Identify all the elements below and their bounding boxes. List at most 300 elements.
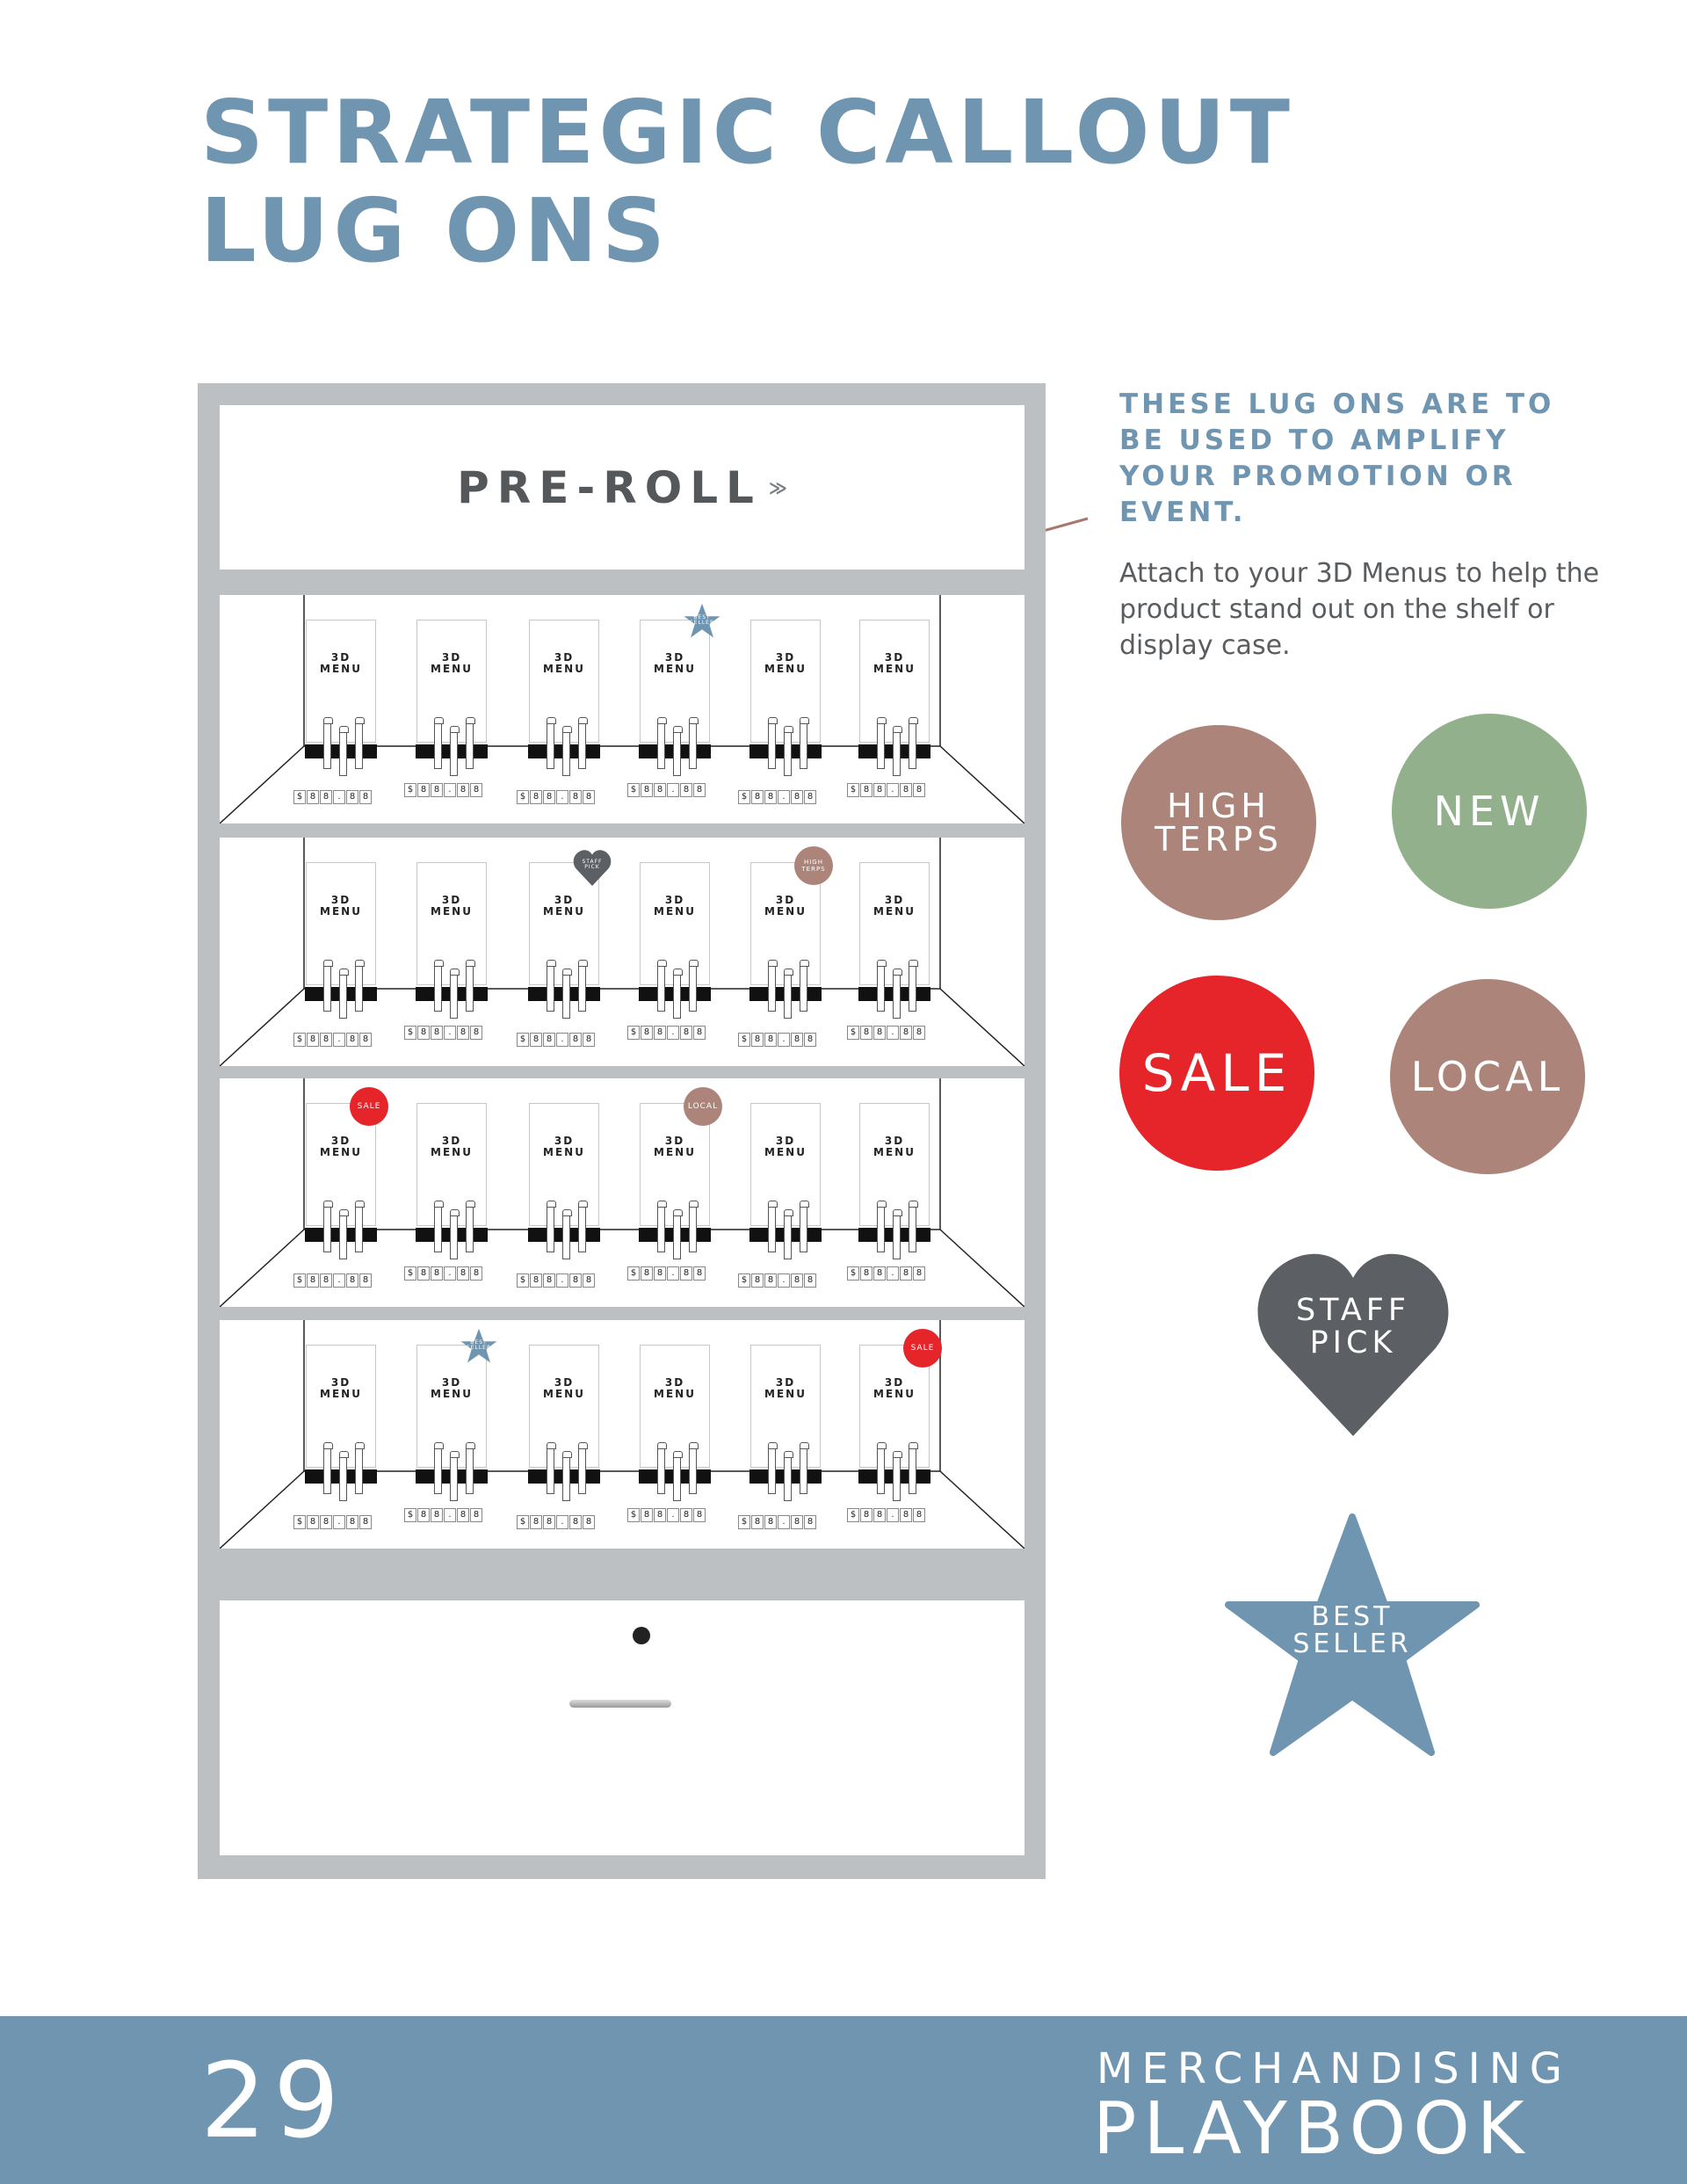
price-digit: $ — [738, 790, 750, 804]
pre-roll-tube — [339, 1455, 347, 1501]
price-digit: . — [556, 1273, 568, 1288]
price-digit: 8 — [543, 790, 555, 804]
pre-roll-tubes — [757, 1201, 814, 1263]
price-digit: 8 — [764, 790, 777, 804]
price-digit: 8 — [791, 1033, 803, 1047]
lug-on-best-seller-label: BEST SELLER — [1292, 1601, 1412, 1659]
price-digit: $ — [293, 790, 306, 804]
price-digit: 8 — [860, 1026, 872, 1040]
price-tag — [627, 1266, 706, 1282]
pre-roll-tubes — [757, 961, 814, 1022]
pre-roll-tubes — [424, 1443, 480, 1505]
price-digit: 8 — [583, 790, 595, 804]
price-digit: $ — [847, 1266, 859, 1281]
lug-on-local-label: LOCAL — [1410, 1053, 1565, 1100]
pre-roll-tube — [578, 1205, 586, 1252]
mini-lug-label: SALE — [357, 1102, 381, 1111]
lug-on-staff-pick-label: STAFF PICK — [1295, 1293, 1411, 1360]
pre-roll-tube — [877, 722, 885, 769]
pre-roll-tube — [323, 722, 331, 769]
price-digit: 8 — [457, 1508, 469, 1522]
price-digit: 8 — [900, 1026, 912, 1040]
price-digit: 8 — [641, 1508, 653, 1522]
price-tag — [293, 790, 373, 806]
pre-roll-tube — [466, 1447, 474, 1494]
price-digit: 8 — [530, 1273, 542, 1288]
pre-roll-tubes — [536, 1201, 592, 1263]
price-digit: 8 — [860, 1508, 872, 1522]
price-digit: . — [887, 1508, 899, 1522]
price-digit: 8 — [680, 1026, 692, 1040]
price-digit: 8 — [320, 1515, 332, 1529]
price-digit: . — [333, 790, 345, 804]
category-title: PRE-ROLL — [457, 461, 762, 513]
price-digit: $ — [517, 790, 529, 804]
pre-roll-tube — [355, 722, 363, 769]
price-tag — [847, 1266, 926, 1282]
mini-sale-lug — [350, 1087, 388, 1126]
drawer-lock-icon — [633, 1627, 650, 1644]
price-digit: $ — [293, 1273, 306, 1288]
menu-card-label: 3D MENU — [654, 894, 696, 918]
pre-roll-tubes — [757, 1443, 814, 1505]
price-digit: 8 — [873, 1026, 886, 1040]
price-digit: 8 — [417, 1508, 430, 1522]
price-digit: 8 — [307, 1033, 319, 1047]
price-digit: 8 — [457, 1266, 469, 1281]
price-digit: . — [778, 1515, 790, 1529]
pre-roll-tube — [893, 1455, 901, 1501]
pre-roll-tube — [893, 973, 901, 1019]
mini-terps-lug — [794, 846, 833, 885]
drawer-handle — [569, 1700, 671, 1708]
price-digit: 8 — [569, 1515, 582, 1529]
pre-roll-tubes — [536, 1443, 592, 1505]
menu-card-label: 3D MENU — [764, 894, 807, 918]
price-digit: 8 — [431, 1026, 443, 1040]
price-digit: . — [778, 790, 790, 804]
lug-on-best-seller — [1225, 1600, 1480, 1661]
price-tag — [404, 1026, 483, 1041]
pre-roll-tube — [355, 964, 363, 1012]
price-digit: . — [887, 783, 899, 797]
pre-roll-tube — [450, 1455, 458, 1501]
price-digit: . — [667, 1508, 679, 1522]
pre-roll-tube — [355, 1447, 363, 1494]
pre-roll-tube — [657, 722, 665, 769]
page-title-line2: LUG ONS — [200, 179, 670, 282]
price-digit: $ — [404, 783, 416, 797]
price-digit: 8 — [764, 1273, 777, 1288]
price-digit: 8 — [457, 1026, 469, 1040]
lug-on-high-terps-label: HIGH TERPS — [1155, 787, 1283, 859]
price-digit: 8 — [693, 783, 706, 797]
menu-card-label: 3D MENU — [873, 1376, 916, 1400]
price-digit: 8 — [569, 1273, 582, 1288]
price-digit: 8 — [583, 1273, 595, 1288]
price-digit: $ — [404, 1508, 416, 1522]
price-digit: 8 — [417, 1026, 430, 1040]
pre-roll-tube — [578, 964, 586, 1012]
price-digit: 8 — [530, 790, 542, 804]
price-digit: . — [444, 783, 456, 797]
price-digit: 8 — [764, 1033, 777, 1047]
pre-roll-tube — [450, 1214, 458, 1259]
price-digit: 8 — [860, 1266, 872, 1281]
price-digit: 8 — [751, 1033, 764, 1047]
price-digit: 8 — [470, 1266, 482, 1281]
price-digit: 8 — [431, 1266, 443, 1281]
price-digit: 8 — [346, 1273, 358, 1288]
price-digit: . — [667, 1026, 679, 1040]
menu-card-label: 3D MENU — [764, 1376, 807, 1400]
price-tag — [627, 1026, 706, 1041]
price-digit: 8 — [764, 1515, 777, 1529]
price-digit: $ — [738, 1273, 750, 1288]
price-digit: 8 — [431, 1508, 443, 1522]
price-digit: 8 — [431, 783, 443, 797]
mini-lug-label: BEST SELLER — [689, 614, 715, 626]
pre-roll-tube — [578, 1447, 586, 1494]
price-digit: $ — [627, 1266, 640, 1281]
menu-card-label: 3D MENU — [320, 651, 362, 675]
pre-roll-tube — [450, 973, 458, 1019]
price-tag — [404, 783, 483, 799]
price-digit: . — [778, 1273, 790, 1288]
pre-roll-tube — [547, 1205, 554, 1252]
price-digit: 8 — [641, 1026, 653, 1040]
price-digit: 8 — [359, 1273, 372, 1288]
pre-roll-tube — [689, 1447, 697, 1494]
price-digit: $ — [517, 1273, 529, 1288]
price-digit: 8 — [417, 1266, 430, 1281]
price-digit: 8 — [470, 1508, 482, 1522]
price-digit: 8 — [900, 783, 912, 797]
pre-roll-tube — [800, 964, 807, 1012]
pre-roll-tubes — [313, 1201, 369, 1263]
pre-roll-tube — [909, 1447, 916, 1494]
price-digit: 8 — [359, 790, 372, 804]
pre-roll-tubes — [313, 1443, 369, 1505]
pre-roll-tubes — [866, 718, 923, 780]
price-tag — [847, 1508, 926, 1524]
pre-roll-tube — [323, 1447, 331, 1494]
price-digit: 8 — [320, 790, 332, 804]
price-tag — [847, 1026, 926, 1041]
price-digit: 8 — [913, 1266, 925, 1281]
pre-roll-tubes — [424, 1201, 480, 1263]
price-digit: 8 — [543, 1033, 555, 1047]
menu-card-label: 3D MENU — [543, 651, 585, 675]
price-digit: 8 — [913, 1026, 925, 1040]
price-tag — [738, 790, 817, 806]
menu-card-label: 3D MENU — [764, 1135, 807, 1158]
price-digit: 8 — [307, 1273, 319, 1288]
price-digit: 8 — [359, 1033, 372, 1047]
price-digit: . — [444, 1508, 456, 1522]
price-digit: 8 — [530, 1515, 542, 1529]
pre-roll-tubes — [313, 718, 369, 780]
price-tag — [517, 1515, 596, 1531]
mini-lug-label: SALE — [910, 1344, 935, 1353]
price-digit: . — [444, 1266, 456, 1281]
menu-card-label: 3D MENU — [543, 1376, 585, 1400]
price-tag — [293, 1515, 373, 1531]
pre-roll-tubes — [313, 961, 369, 1022]
shelf — [220, 1078, 1025, 1307]
price-digit: 8 — [359, 1515, 372, 1529]
price-digit: 8 — [654, 1026, 666, 1040]
price-digit: $ — [517, 1515, 529, 1529]
price-digit: 8 — [543, 1273, 555, 1288]
price-digit: $ — [293, 1033, 306, 1047]
callout-body: Attach to your 3D Menus to help the product stand out on the shelf or display case. — [1119, 558, 1600, 661]
price-tag — [738, 1273, 817, 1289]
price-digit: 8 — [751, 1515, 764, 1529]
pre-roll-tube — [689, 1205, 697, 1252]
pre-roll-tube — [800, 1447, 807, 1494]
mini-best-seller-star-icon — [460, 1327, 497, 1364]
pre-roll-tube — [800, 1205, 807, 1252]
pre-roll-tube — [339, 730, 347, 776]
pre-roll-tubes — [647, 718, 703, 780]
pre-roll-tube — [673, 1455, 681, 1501]
price-digit: 8 — [804, 1033, 816, 1047]
price-tag — [627, 1508, 706, 1524]
price-digit: 8 — [307, 790, 319, 804]
menu-card-label: 3D MENU — [431, 1376, 473, 1400]
menu-card-label: 3D MENU — [543, 894, 585, 918]
price-digit: $ — [627, 1508, 640, 1522]
price-digit: 8 — [470, 1026, 482, 1040]
price-digit: 8 — [346, 1515, 358, 1529]
pre-roll-tube — [562, 1455, 570, 1501]
pre-roll-tube — [466, 722, 474, 769]
price-digit: . — [333, 1273, 345, 1288]
price-digit: 8 — [307, 1515, 319, 1529]
shelf — [220, 595, 1025, 824]
pre-roll-tube — [657, 964, 665, 1012]
price-digit: 8 — [873, 1508, 886, 1522]
price-digit: 8 — [751, 790, 764, 804]
pre-roll-tubes — [647, 1201, 703, 1263]
price-digit: . — [667, 1266, 679, 1281]
price-tag — [847, 783, 926, 799]
pre-roll-tube — [547, 964, 554, 1012]
price-digit: $ — [847, 1026, 859, 1040]
menu-card-label: 3D MENU — [431, 1135, 473, 1158]
price-digit: 8 — [320, 1273, 332, 1288]
pre-roll-tube — [434, 1447, 442, 1494]
price-digit: 8 — [583, 1515, 595, 1529]
pre-roll-tube — [562, 973, 570, 1019]
pre-roll-tube — [466, 1205, 474, 1252]
mini-lug-label: BEST SELLER — [466, 1339, 492, 1351]
price-digit: 8 — [530, 1033, 542, 1047]
pre-roll-tubes — [424, 961, 480, 1022]
price-digit: 8 — [680, 1266, 692, 1281]
pre-roll-tubes — [536, 961, 592, 1022]
price-tag — [517, 790, 596, 806]
mini-local-lug — [684, 1087, 722, 1126]
shelf — [220, 838, 1025, 1066]
price-digit: . — [778, 1033, 790, 1047]
price-digit: $ — [517, 1033, 529, 1047]
price-digit: $ — [404, 1026, 416, 1040]
pre-roll-tube — [768, 1205, 776, 1252]
pre-roll-tube — [784, 973, 792, 1019]
pre-roll-tubes — [866, 1443, 923, 1505]
menu-card-label: 3D MENU — [543, 1135, 585, 1158]
price-digit: 8 — [693, 1266, 706, 1281]
price-digit: $ — [404, 1266, 416, 1281]
price-digit: $ — [738, 1515, 750, 1529]
pre-roll-tube — [768, 722, 776, 769]
price-digit: 8 — [860, 783, 872, 797]
cabinet-header — [220, 405, 1025, 570]
lug-on-sale-label: SALE — [1141, 1043, 1292, 1103]
price-digit: . — [556, 790, 568, 804]
price-digit: 8 — [913, 1508, 925, 1522]
price-digit: 8 — [543, 1515, 555, 1529]
price-digit: 8 — [693, 1508, 706, 1522]
pre-roll-tube — [877, 1447, 885, 1494]
pre-roll-tube — [466, 964, 474, 1012]
price-digit: 8 — [641, 783, 653, 797]
price-digit: 8 — [654, 1508, 666, 1522]
pre-roll-tube — [909, 722, 916, 769]
price-digit: 8 — [569, 790, 582, 804]
lug-on-sale — [1119, 976, 1314, 1171]
pre-roll-tube — [877, 1205, 885, 1252]
price-digit: 8 — [693, 1026, 706, 1040]
price-digit: . — [556, 1515, 568, 1529]
page-title-line1: STRATEGIC CALLOUT — [200, 81, 1294, 184]
price-digit: 8 — [346, 1033, 358, 1047]
price-digit: 8 — [873, 783, 886, 797]
lug-on-new-label: NEW — [1433, 787, 1546, 835]
price-digit: 8 — [654, 783, 666, 797]
category-label — [220, 405, 1025, 570]
brand-line-2: PLAYBOOK — [1093, 2087, 1531, 2171]
price-digit: $ — [847, 783, 859, 797]
pre-roll-tubes — [536, 718, 592, 780]
lug-on-staff-pick — [1255, 1283, 1452, 1371]
price-digit: 8 — [680, 1508, 692, 1522]
pre-roll-tube — [578, 722, 586, 769]
pre-roll-tube — [673, 730, 681, 776]
callout-heading: THESE LUG ONS ARE TO BE USED TO AMPLIFY YOUR PROMOTION OR EVENT. — [1119, 388, 1555, 528]
pre-roll-tubes — [647, 961, 703, 1022]
price-digit: 8 — [583, 1033, 595, 1047]
mini-sale-lug — [903, 1329, 942, 1368]
price-digit: . — [444, 1026, 456, 1040]
price-digit: $ — [738, 1033, 750, 1047]
price-digit: 8 — [804, 1515, 816, 1529]
menu-card-label: 3D MENU — [873, 651, 916, 675]
price-tag — [404, 1266, 483, 1282]
lug-on-new — [1392, 714, 1587, 909]
price-digit: $ — [627, 783, 640, 797]
price-digit: 8 — [346, 790, 358, 804]
menu-card-label: 3D MENU — [654, 1135, 696, 1158]
menu-card-label: 3D MENU — [764, 651, 807, 675]
pre-roll-tube — [768, 1447, 776, 1494]
price-digit: 8 — [641, 1266, 653, 1281]
pre-roll-tube — [562, 730, 570, 776]
pre-roll-tubes — [647, 1443, 703, 1505]
price-digit: $ — [847, 1508, 859, 1522]
price-digit: 8 — [791, 1273, 803, 1288]
price-digit: 8 — [654, 1266, 666, 1281]
pre-roll-tube — [434, 722, 442, 769]
menu-card-label: 3D MENU — [320, 1376, 362, 1400]
price-digit: . — [333, 1515, 345, 1529]
pre-roll-tube — [673, 1214, 681, 1259]
price-digit: 8 — [569, 1033, 582, 1047]
pre-roll-tube — [673, 973, 681, 1019]
shelf — [220, 1320, 1025, 1549]
page-number: 29 — [200, 2040, 347, 2161]
price-digit: . — [667, 783, 679, 797]
pre-roll-tube — [434, 1205, 442, 1252]
menu-card-label: 3D MENU — [654, 651, 696, 675]
price-digit: 8 — [680, 783, 692, 797]
pre-roll-tubes — [424, 718, 480, 780]
price-tag — [293, 1033, 373, 1048]
pre-roll-tube — [657, 1447, 665, 1494]
price-digit: 8 — [457, 783, 469, 797]
pre-roll-tube — [547, 722, 554, 769]
mini-best-seller-star-icon — [684, 602, 720, 639]
price-tag — [738, 1515, 817, 1531]
chevron-mark-icon: ≫ — [768, 476, 787, 498]
pre-roll-tube — [800, 722, 807, 769]
pre-roll-tube — [768, 964, 776, 1012]
pre-roll-tube — [355, 1205, 363, 1252]
pre-roll-tube — [784, 1214, 792, 1259]
pre-roll-tube — [450, 730, 458, 776]
price-digit: 8 — [873, 1266, 886, 1281]
price-tag — [293, 1273, 373, 1289]
price-digit: 8 — [913, 783, 925, 797]
menu-card-label: 3D MENU — [320, 1135, 362, 1158]
price-digit: $ — [293, 1515, 306, 1529]
pre-roll-tube — [689, 722, 697, 769]
pre-roll-tube — [339, 973, 347, 1019]
pre-roll-tube — [562, 1214, 570, 1259]
pre-roll-tube — [893, 1214, 901, 1259]
price-digit: 8 — [804, 1273, 816, 1288]
price-tag — [627, 783, 706, 799]
price-tag — [517, 1273, 596, 1289]
pre-roll-tube — [339, 1214, 347, 1259]
pre-roll-tubes — [757, 718, 814, 780]
pre-roll-tube — [323, 1205, 331, 1252]
price-tag — [738, 1033, 817, 1048]
mini-lug-label: STAFF PICK — [582, 859, 603, 870]
menu-card-label: 3D MENU — [873, 894, 916, 918]
mini-lug-label: LOCAL — [687, 1102, 719, 1111]
menu-card-label: 3D MENU — [873, 1135, 916, 1158]
menu-card-label: 3D MENU — [654, 1376, 696, 1400]
lug-on-high-terps — [1121, 725, 1316, 920]
price-tag — [404, 1508, 483, 1524]
pre-roll-tube — [434, 964, 442, 1012]
price-tag — [517, 1033, 596, 1048]
cabinet-drawer — [220, 1600, 1025, 1855]
price-digit: 8 — [791, 790, 803, 804]
